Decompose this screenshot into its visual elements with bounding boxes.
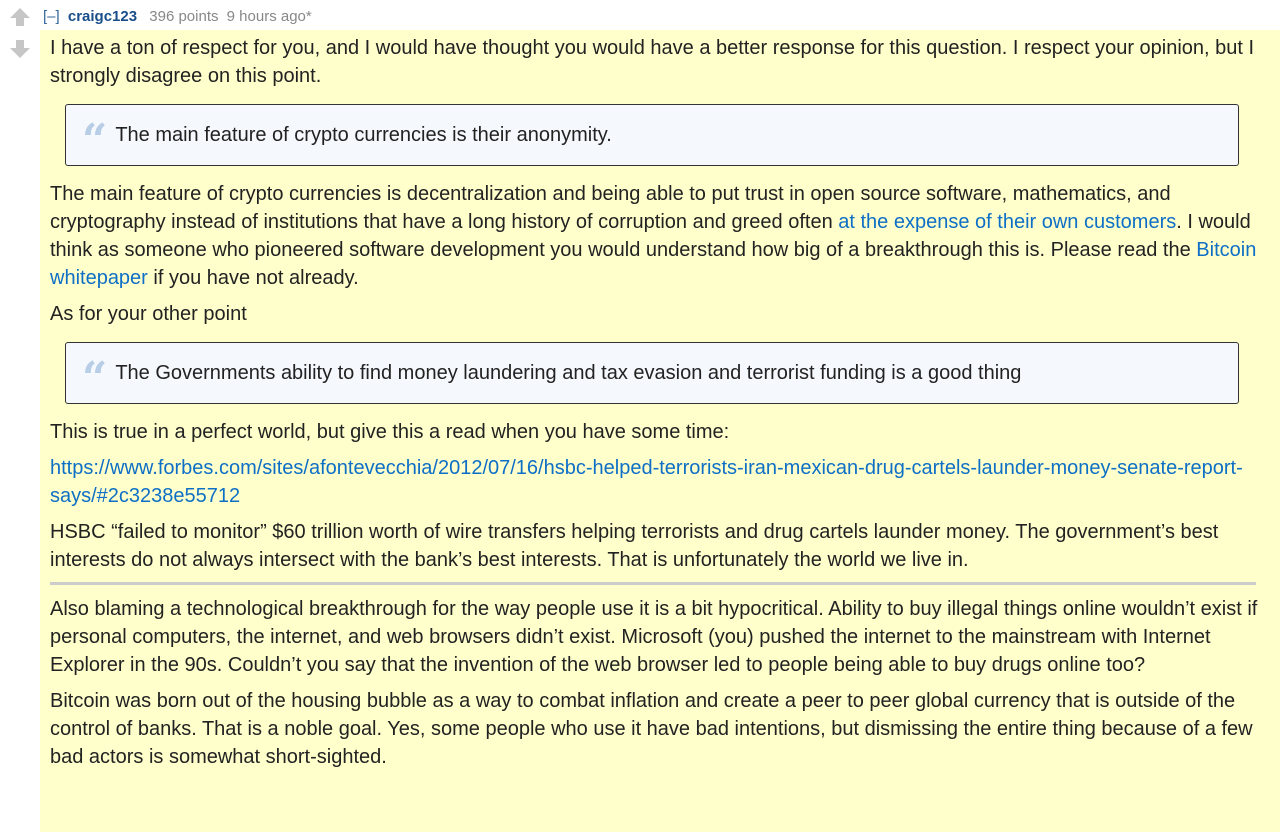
expense-link[interactable]: at the expense of their own customers: [838, 211, 1177, 233]
author-link[interactable]: craigc123: [67, 8, 138, 25]
quote-mark-icon: “: [82, 115, 108, 166]
collapse-toggle[interactable]: [–]: [43, 8, 60, 25]
vote-column: [0, 0, 40, 60]
blockquote: [65, 104, 1239, 166]
quote-text: The main feature of crypto currencies is their anonymity.: [115, 124, 612, 146]
forbes-article-link[interactable]: https://www.forbes.com/sites/afontevecchia/2012/07/16/hsbc-helped-terrorists-iran-mexican-drug-cartels-launder-money-senate-report-says/#2c3238e55712: [50, 457, 1243, 507]
quote-mark-icon: “: [82, 353, 108, 404]
comment-body: [40, 30, 1280, 832]
paragraph-text: The main feature of crypto currencies is decentralization and being able to put trust in open source software, mathematics, and cryptography instead of institutions that have a long history of corruption and greed often: [50, 183, 1171, 233]
edited-marker: *: [305, 8, 312, 25]
timestamp: 9 hours ago: [226, 8, 306, 25]
comment-paragraph: I have a ton of respect for you, and I would have thought you would have a better response for this question. I respect your opinion, but I strongly disagree on this point.: [50, 37, 1255, 87]
paragraph-text: if you have not already.: [147, 267, 359, 289]
downvote-arrow-icon[interactable]: [8, 36, 32, 60]
comment-paragraph: [50, 180, 1266, 292]
comment-paragraph: [50, 454, 1266, 510]
paragraph-text: . I would think as someone who pioneered software development you would understand how big of a breakthrough this is. Please read the: [50, 211, 1251, 261]
score: 396 points: [149, 8, 219, 25]
quote-text: The Governments ability to find money laundering and tax evasion and terrorist funding is a good thing: [115, 362, 1022, 384]
comment-paragraph: Bitcoin was born out of the housing bubble as a way to combat inflation and create a peer to peer global currency that is outside of the control of banks. That is a noble goal. Yes, some people who use it have bad intentions, but dismissing the entire thing because of a few bad actors is somewhat short-sighted.: [50, 690, 1253, 768]
blockquote: [65, 342, 1239, 404]
comment-paragraph: As for your other point: [50, 303, 247, 325]
divider: [50, 582, 1256, 585]
bitcoin-whitepaper-link[interactable]: Bitcoin whitepaper: [50, 239, 1257, 289]
comment-tagline: [43, 7, 312, 27]
comment-paragraph: HSBC “failed to monitor” $60 trillion worth of wire transfers helping terrorists and drug cartels launder money. The government’s best interests do not always intersect with the bank’s best interests. That is unfortunately the world we live in.: [50, 521, 1219, 571]
comment-paragraph: Also blaming a technological breakthrough for the way people use it is a bit hypocritical. Ability to buy illegal things online wouldn’t exist if personal computers, the internet, and web browsers didn’t exist. Microsoft (you) pushed the internet to the mainstream with Internet Explorer in the 90s. Couldn’t you say that the invention of the web browser led to people being able to buy drugs online too?: [50, 598, 1258, 676]
upvote-arrow-icon[interactable]: [8, 6, 32, 30]
comment-paragraph: This is true in a perfect world, but give this a read when you have some time:: [50, 421, 730, 443]
